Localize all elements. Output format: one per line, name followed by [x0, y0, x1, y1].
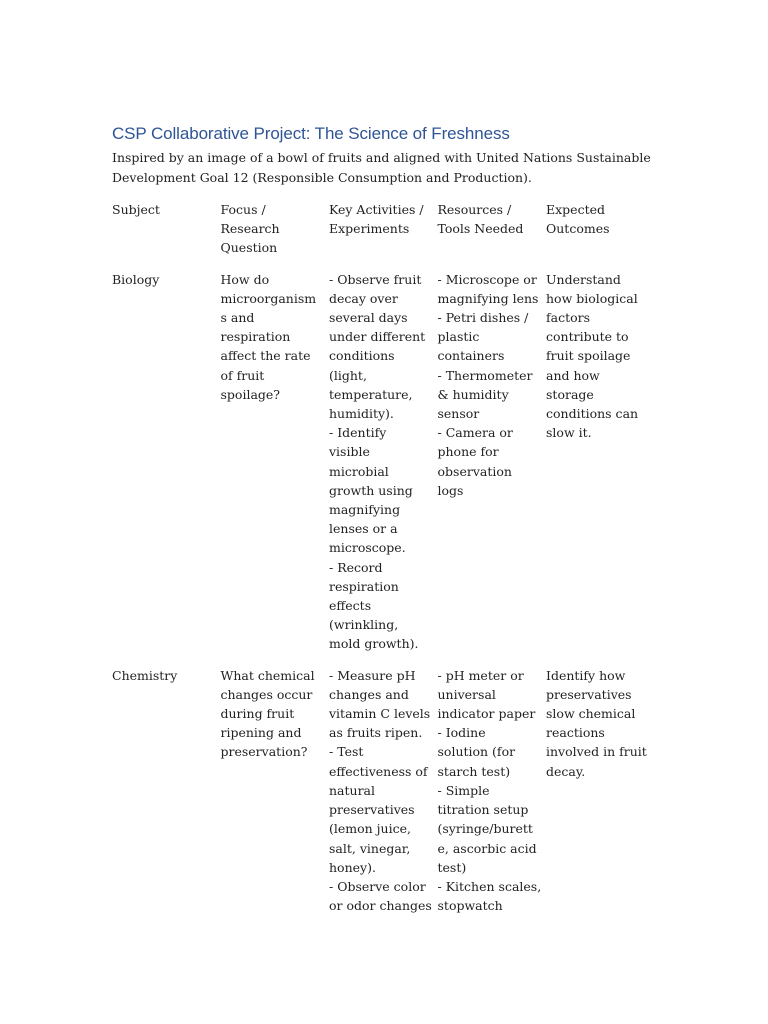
cell-line: fruit spoilage: [546, 348, 631, 364]
cell-line: - Simple: [437, 782, 490, 798]
cell-line: observation: [437, 463, 512, 479]
header-outcomes: [546, 200, 652, 270]
cell-line: affect the rate: [220, 348, 311, 364]
cell-line: - Thermometer: [437, 367, 533, 383]
header-line: Tools Needed: [437, 221, 524, 237]
cell-line: and how: [546, 367, 600, 383]
cell-line: storage: [546, 386, 594, 402]
cell-resources: [438, 270, 547, 666]
cell-line: growth using: [329, 482, 413, 498]
cell-line: visible: [329, 444, 370, 460]
cell-line: plastic: [437, 329, 480, 345]
cell-line: & humidity: [437, 386, 509, 402]
cell-line: - Iodine: [437, 725, 486, 741]
cell-line: changes occur: [220, 686, 313, 702]
header-subject: [112, 200, 221, 270]
cell-activities: [329, 270, 438, 666]
table-header-row: [112, 200, 652, 270]
cell-line: - Identify: [329, 425, 387, 441]
cell-line: - Test: [329, 744, 364, 760]
cell-line: microbial: [329, 463, 389, 479]
header-activities: [329, 200, 438, 270]
cell-line: Identify how: [546, 667, 626, 683]
header-line: Experiments: [329, 221, 410, 237]
cell-line: - Observe fruit: [329, 271, 422, 287]
cell-line: (wrinkling,: [329, 617, 399, 633]
header-resources: [438, 200, 547, 270]
cell-line: salt, vinegar,: [329, 840, 411, 856]
cell-line: decay.: [546, 763, 586, 779]
cell-line: several days: [329, 310, 408, 326]
cell-activities: [329, 666, 438, 928]
header-line: Focus /: [220, 202, 266, 217]
cell-line: ripening and: [220, 725, 302, 741]
project-table: [112, 200, 652, 927]
cell-line: - Measure pH: [329, 667, 416, 683]
cell-line: - Microscope or: [437, 271, 537, 287]
cell-line: or odor changes: [329, 898, 432, 914]
cell-line: microscope.: [329, 540, 406, 556]
cell-line: contribute to: [546, 329, 629, 345]
cell-line: stopwatch: [437, 898, 503, 914]
cell-line: natural: [329, 782, 376, 798]
cell-line: honey).: [329, 859, 376, 875]
cell-line: sensor: [437, 406, 480, 422]
cell-line: logs: [437, 482, 464, 498]
cell-line: e, ascorbic acid: [437, 840, 537, 856]
header-line: Key Activities /: [329, 202, 424, 217]
table-row: [112, 666, 652, 928]
cell-line: Chemistry: [112, 667, 178, 683]
cell-line: respiration: [329, 578, 399, 594]
cell-resources: [438, 666, 547, 928]
cell-line: of fruit: [220, 367, 265, 383]
intro-line: Development Goal 12 (Responsible Consumption and Production).: [112, 169, 532, 185]
header-line: Research: [220, 221, 280, 237]
cell-line: - Record: [329, 559, 383, 575]
cell-line: involved in fruit: [546, 744, 647, 760]
cell-line: starch test): [437, 763, 511, 779]
header-line: Expected: [546, 202, 605, 217]
cell-line: microorganism: [220, 290, 317, 306]
cell-line: spoilage?: [220, 386, 280, 402]
cell-line: decay over: [329, 290, 398, 306]
cell-line: how biological: [546, 290, 638, 306]
cell-line: - Petri dishes /: [437, 310, 529, 326]
cell-line: - Kitchen scales,: [437, 878, 542, 894]
cell-line: (syringe/burett: [437, 821, 533, 837]
cell-line: universal: [437, 686, 496, 702]
cell-focus: [221, 270, 330, 666]
cell-line: preservatives: [329, 802, 415, 818]
cell-line: Biology: [112, 271, 160, 287]
cell-line: preservation?: [220, 744, 308, 760]
cell-line: - pH meter or: [437, 667, 524, 683]
cell-line: magnifying: [329, 502, 401, 518]
cell-subject: [112, 666, 221, 928]
cell-line: humidity).: [329, 406, 394, 422]
cell-line: phone for: [437, 444, 499, 460]
header-line: Question: [220, 240, 278, 256]
cell-line: respiration: [220, 329, 291, 345]
cell-line: as fruits ripen.: [329, 725, 423, 741]
cell-line: during fruit: [220, 706, 295, 722]
cell-line: effects: [329, 598, 372, 614]
cell-line: indicator paper: [437, 706, 536, 722]
cell-line: temperature,: [329, 386, 413, 402]
cell-line: (lemon juice,: [329, 821, 411, 837]
cell-line: reactions: [546, 725, 605, 741]
cell-line: How do: [220, 271, 270, 287]
intro-paragraph: [112, 148, 651, 187]
cell-line: solution (for: [437, 744, 516, 760]
cell-line: under different: [329, 329, 426, 345]
cell-outcomes: [546, 270, 652, 666]
cell-line: Understand: [546, 271, 621, 287]
table-row: [112, 270, 652, 666]
header-focus: [221, 200, 330, 270]
cell-line: slow chemical: [546, 706, 636, 722]
cell-subject: [112, 270, 221, 666]
cell-line: effectiveness of: [329, 763, 428, 779]
cell-line: conditions: [329, 348, 395, 364]
cell-line: What chemical: [220, 667, 315, 683]
cell-line: magnifying lens: [437, 290, 539, 306]
cell-line: (light,: [329, 367, 367, 383]
cell-line: conditions can: [546, 406, 639, 422]
cell-line: mold growth).: [329, 636, 419, 652]
cell-line: factors: [546, 310, 591, 326]
cell-line: lenses or a: [329, 521, 398, 537]
cell-line: changes and: [329, 686, 409, 702]
header-line: Outcomes: [546, 221, 610, 237]
table-body: [112, 270, 652, 928]
cell-line: - Observe color: [329, 878, 426, 894]
header-line: Resources /: [437, 202, 512, 217]
intro-line: Inspired by an image of a bowl of fruits and aligned with United Nations Sustainable: [112, 150, 651, 165]
cell-line: vitamin C levels: [329, 706, 431, 722]
cell-line: test): [437, 859, 467, 875]
cell-line: containers: [437, 348, 505, 364]
cell-line: - Camera or: [437, 425, 513, 441]
document-title: CSP Collaborative Project: The Science of Freshness: [112, 124, 510, 143]
cell-focus: [221, 666, 330, 928]
header-line: Subject: [112, 202, 160, 217]
cell-line: titration setup: [437, 802, 529, 818]
cell-outcomes: [546, 666, 652, 928]
cell-line: s and: [220, 310, 255, 326]
cell-line: preservatives: [546, 686, 632, 702]
cell-line: slow it.: [546, 425, 592, 441]
